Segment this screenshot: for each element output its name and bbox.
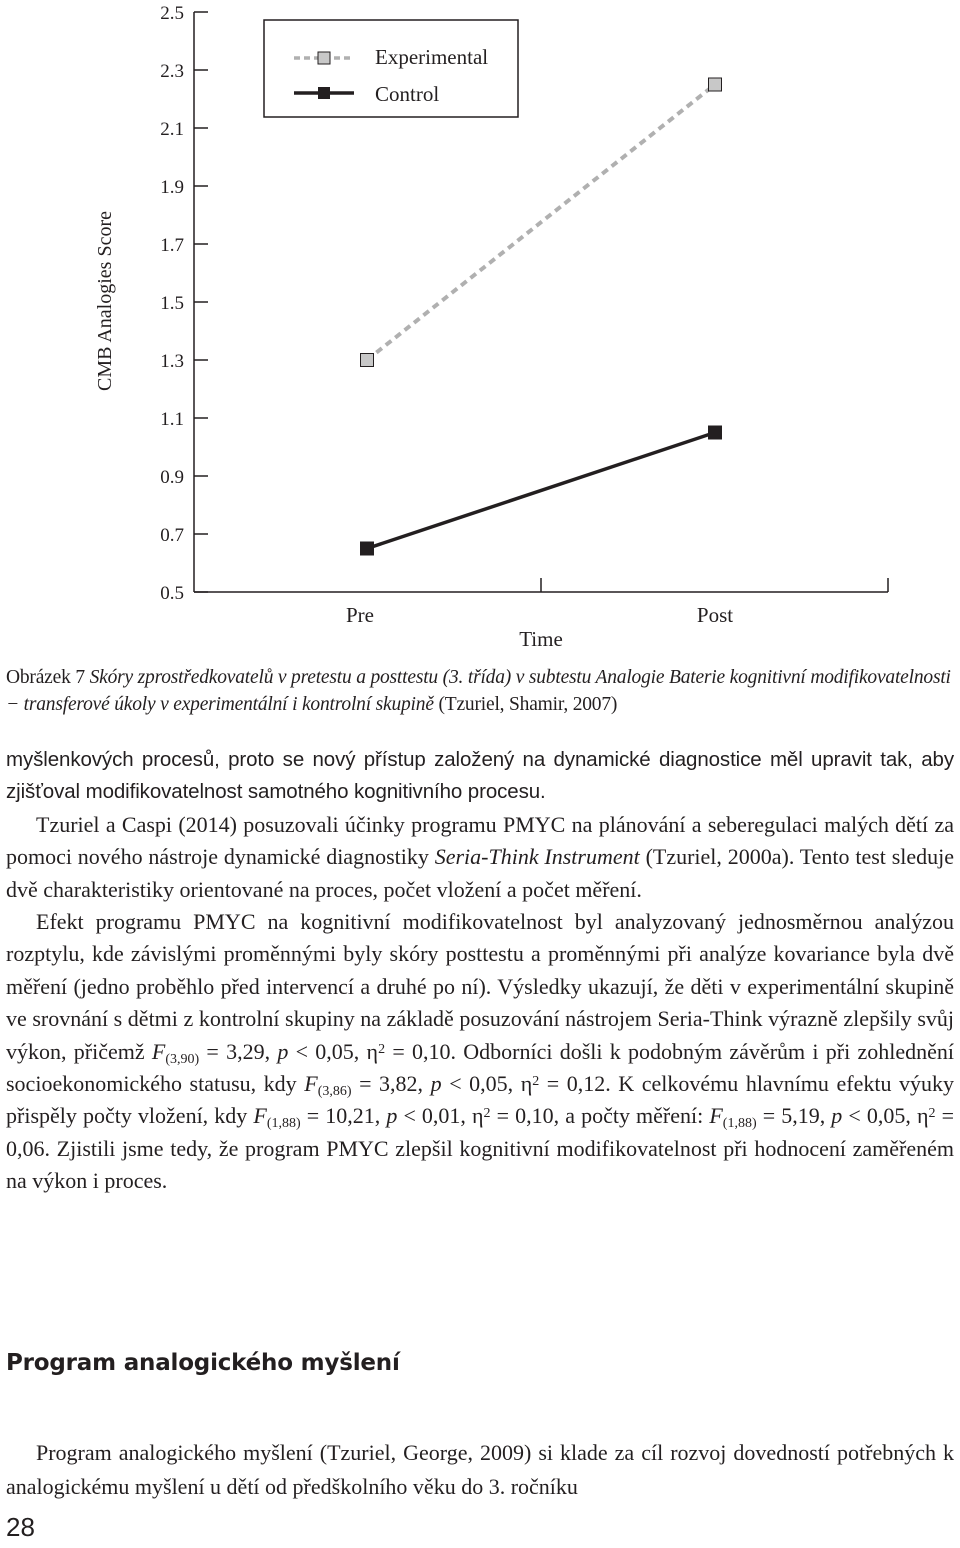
p3-text: = 10,21, [306, 1103, 381, 1129]
p3-text: Efekt programu PMYC na kognitivní modifikovatelnost byl analyzovaný jednosměrnou analýzou rozptylu, kde závislými proměnnými byly skóry posttestu a proměnnými při analýze kovariance byla dvě měření (jedno proběhlo před intervencí a druhé po ní). Výsledky ukazují, že děti v experimentální skupině ve srovnání s dětmi z kontrolní skupiny na základě posuzování nástrojem Seria-Think výrazně zlepšily svůj výkon, přičemž [6, 909, 954, 1064]
stat-sq: 2 [483, 1106, 491, 1122]
y-axis-label: CMB Analogies Score [94, 211, 116, 391]
line-chart [0, 0, 960, 660]
x-tick-label: Post [696, 603, 734, 627]
y-tick-label: 2.5 [160, 3, 184, 24]
paragraph-4: Program analogického myšlení (Tzuriel, George, 2009) si klade za cíl rozvoj dovedností potřebných k analogickému myšlení u dětí od předškolního věku do 3. ročníku [6, 1440, 954, 1499]
p3-text: < 0,05, η [449, 1071, 533, 1097]
stat-f: F [253, 1103, 267, 1129]
page-number: 28 [6, 1512, 35, 1542]
y-tick-label: 1.9 [160, 177, 184, 198]
data-point [361, 542, 374, 555]
series-line [367, 85, 715, 361]
data-point [361, 354, 374, 367]
series [361, 78, 722, 555]
stat-df: (1,88) [266, 1116, 301, 1132]
y-tick-label: 0.9 [160, 467, 184, 488]
stat-df: (3,86) [317, 1084, 352, 1100]
stat-sq: 2 [928, 1106, 936, 1122]
caption-label: Obrázek 7 [6, 667, 85, 688]
body-text [6, 744, 954, 1198]
p3-text: = 0,06. Zjistili jsme tedy, že program PMYC zlepšil kognitivní modifikovatelnost při hodnocení zaměřeném na výkon i proces. [6, 1103, 954, 1194]
legend-marker-control [318, 87, 330, 99]
stat-sq: 2 [532, 1074, 540, 1090]
data-point [709, 78, 722, 91]
stat-f: F [304, 1071, 318, 1097]
legend-marker-experimental [318, 52, 330, 64]
p3-text: = 0,10, a počty měření: [496, 1103, 704, 1129]
p3-text: = 5,19, [762, 1103, 826, 1129]
p2-text-a: Tzuriel a Caspi (2014) posuzovali účinky programu PMYC na plánování a seberegulaci malých dětí za pomoci nového nástroje dynamické diagnostiky [6, 811, 954, 870]
section-heading: Program analogického myšlení [6, 1350, 400, 1376]
caption-citation: (Tzuriel, Shamir, 2007) [438, 694, 618, 715]
p3-text: = 0,10. Odborníci došli k podobným závěrům i při zohlednění socioekonomického statusu, kdy [6, 1038, 954, 1097]
series-experimental [361, 78, 722, 367]
p3-text: = 3,29, [206, 1038, 271, 1064]
x-tick-label: Pre [346, 603, 374, 627]
series-line [367, 433, 715, 549]
p3-text: < 0,05, η [848, 1103, 929, 1129]
legend [264, 20, 518, 117]
stat-sq: 2 [378, 1041, 386, 1057]
p3-text: < 0,05, η [295, 1038, 379, 1064]
stat-f: F [709, 1103, 723, 1129]
x-axis-label: Time [519, 627, 563, 651]
y-tick-label: 1.1 [160, 409, 184, 430]
stat-f: F [151, 1038, 166, 1064]
y-tick-label: 1.7 [160, 235, 184, 256]
y-tick-label: 0.7 [160, 525, 184, 546]
stat-df: (3,90) [165, 1051, 200, 1067]
legend-label-control: Control [375, 82, 440, 106]
series-control [361, 426, 722, 555]
y-tick-label: 1.5 [160, 293, 184, 314]
legend-label-experimental: Experimental [375, 45, 489, 69]
x-axis [194, 578, 888, 627]
p3-text: < 0,01, η [403, 1103, 484, 1129]
p2-instrument-name: Seria-Think Instrument [434, 844, 640, 870]
p2-text-b: (Tzuriel, 2000a). Tento test sleduje dvě charakteristiky orientované na proces, počet vložení a počet měření. [6, 844, 955, 902]
stat-df: (1,88) [722, 1116, 757, 1132]
paragraph-2 [6, 809, 954, 906]
paragraph-1: myšlenkových procesů, proto se nový přístup založený na dynamické diagnostice měl upravit tak, aby zjišťoval modifikovatelnost samotného kognitivního procesu. [6, 748, 954, 804]
y-tick-label: 0.5 [160, 583, 184, 604]
data-point [709, 426, 722, 439]
stat-p: p [430, 1071, 442, 1097]
caption-italic-text: Skóry zprostředkovatelů v pretestu a posttestu (3. třída) v subtestu Analogie Baterie kognitivní modifikovatelnosti − transferové úkoly v experimentální i kontrolní skupině [6, 667, 951, 715]
stat-p: p [277, 1038, 289, 1064]
y-tick-label: 2.1 [160, 119, 184, 140]
p3-text: = 0,12. K celkovému hlavnímu efektu výuky přispěly počty vložení, kdy [6, 1071, 955, 1129]
y-tick-label: 1.3 [160, 351, 184, 372]
stat-p: p [831, 1103, 843, 1129]
p3-text: = 3,82, [359, 1071, 424, 1097]
y-axis [160, 3, 208, 604]
figure-caption [6, 664, 954, 718]
y-tick-label: 2.3 [160, 61, 184, 82]
stat-p: p [386, 1103, 398, 1129]
paragraph-3 [6, 906, 954, 1198]
